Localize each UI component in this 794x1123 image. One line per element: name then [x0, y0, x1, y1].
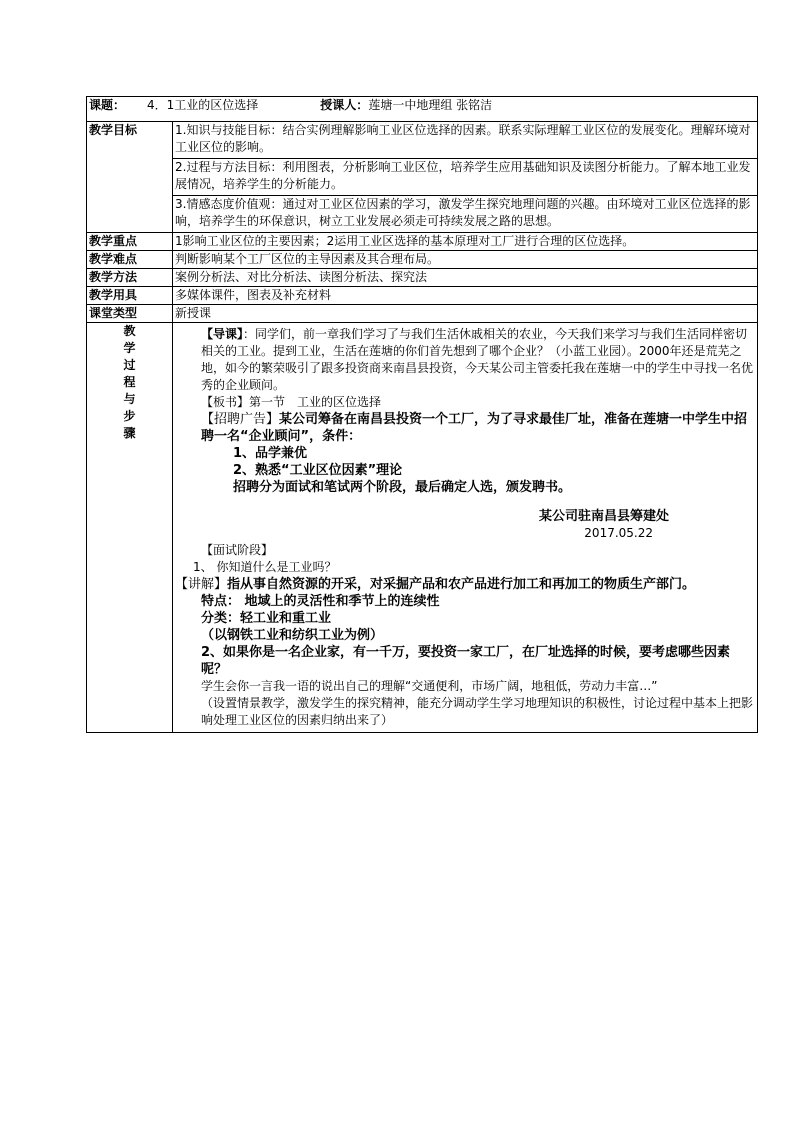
recruit-note: 招聘分为面试和笔试两个阶段，最后确定人选，颁发聘书。	[233, 480, 572, 495]
goal-attitude: 3.情感态度价值观：通过对工业区位因素的学习，激发学生探究地理问题的兴趣。由环境对工业区位选择的影响，培养学生的环保意识，树立工业发展必须走可持续发展之路的思想。	[173, 196, 758, 233]
recruit-text: 某公司筹备在南昌县投资一个工厂，为了寻求最佳厂址，准备在莲塘一中学生中招聘一名“企业顾问”，条件：	[201, 412, 748, 444]
condition-1: 1、品学兼优	[233, 446, 308, 461]
key-point-row	[87, 233, 758, 251]
process-label-char: 与	[123, 392, 136, 406]
board-text: 第一节 工业的区位选择	[249, 395, 382, 409]
goal-row-1	[87, 122, 758, 159]
class-type-content: 新授课	[173, 305, 758, 323]
date: 2017.05.22	[584, 526, 654, 540]
recruit-tag: 【招聘广告】	[201, 412, 280, 427]
signer: 某公司驻南昌县筹建处	[539, 509, 670, 524]
teacher-name: 莲塘一中地理组 张铭洁	[368, 98, 493, 112]
tools-content: 多媒体课件，图表及补充材料	[173, 287, 758, 305]
intro-tag: 【导课】	[201, 327, 244, 341]
method-content: 案例分析法、对比分析法、读图分析法、探究法	[173, 269, 758, 287]
explain-paragraph	[175, 576, 755, 593]
header-row	[87, 97, 758, 122]
board-tag: 【板书】	[201, 395, 250, 409]
process-label-char: 程	[123, 375, 136, 389]
explain-text: 指从事自然资源的开采，对采掘产品和农产品进行加工和再加工的物质生产部门。	[227, 577, 696, 592]
tools-label: 教学用具	[87, 287, 173, 305]
condition-2: 2、熟悉“工业区位因素”理论	[233, 463, 403, 478]
question-2: 2、如果你是一名企业家，有一千万，要投资一家工厂，在厂址选择的时候，要考虑哪些因素呢？	[201, 645, 731, 677]
industry-category: 分类：轻工业和重工业	[201, 611, 332, 626]
goal-row-3	[87, 196, 758, 233]
process-label-char: 教	[123, 324, 136, 338]
process-label-char: 过	[123, 358, 136, 372]
key-point-label: 教学重点	[87, 233, 173, 251]
industry-feature: 特点： 地域上的灵活性和季节上的连续性	[201, 594, 440, 609]
process-label-char: 学	[123, 341, 136, 355]
goals-label: 教学目标	[87, 122, 173, 233]
process-row	[87, 323, 758, 733]
question-1: 1、 你知道什么是工业吗？	[193, 560, 337, 574]
topic-label: 课题：	[89, 98, 126, 112]
process-label-char: 步	[123, 409, 136, 423]
intro-text: ：同学们，前一章我们学习了与我们生活休戚相关的农业，今天我们来学习与我们生活同样密切相关的工业。提到工业，生活在莲塘的你们首先想到了哪个企业？（小蓝工业园）。2000年还是荒芜之地，如今的繁荣吸引了跟多投资商来南昌县投资，今天某公司主管委托我在莲塘一中的学生中寻找一名优秀的企业顾问。	[201, 327, 754, 392]
class-type-row	[87, 305, 758, 323]
recruit-paragraph	[175, 411, 755, 445]
method-row	[87, 269, 758, 287]
industry-example: （以钢铁工业和纺织工业为例）	[201, 628, 384, 643]
lesson-plan-table	[86, 96, 758, 733]
process-content	[173, 323, 758, 733]
method-label: 教学方法	[87, 269, 173, 287]
interview-tag: 【面试阶段】	[201, 543, 274, 557]
explain-tag: 【讲解】	[175, 577, 228, 592]
header-cell	[87, 97, 758, 122]
process-label	[87, 323, 173, 733]
goal-process: 2.过程与方法目标：利用图表，分析影响工业区位，培养学生应用基础知识及读图分析能力。了解本地工业发展情况，培养学生的分析能力。	[173, 159, 758, 196]
difficulty-content: 判断影响某个工厂区位的主导因素及其合理布局。	[173, 251, 758, 269]
tools-row	[87, 287, 758, 305]
goal-row-2	[87, 159, 758, 196]
topic-title: 4．1工业的区位选择	[147, 98, 259, 112]
intro-paragraph	[175, 326, 755, 394]
board-line	[175, 394, 755, 411]
key-point-content: 1影响工业区位的主要因素；2运用工业区选择的基本原理对工厂进行合理的区位选择。	[173, 233, 758, 251]
class-type-label: 课堂类型	[87, 305, 173, 323]
goal-knowledge: 1.知识与技能目标：结合实例理解影响工业区位选择的因素。联系实际理解工业区位的发展变化。理解环境对工业区位的影响。	[173, 122, 758, 159]
difficulty-label: 教学难点	[87, 251, 173, 269]
lesson-plan-sheet	[86, 96, 757, 733]
student-answer: 学生会你一言我一语的说出自己的理解“交通便利，市场广阔，地租低，劳动力丰富…”	[201, 679, 658, 693]
design-note: （设置情景教学，激发学生的探究精神，能充分调动学生学习地理知识的积极性，讨论过程中基本上把影响处理工业区位的因素归纳出来了）	[201, 696, 754, 727]
teacher-label: 授课人：	[320, 98, 369, 112]
difficulty-row	[87, 251, 758, 269]
process-label-char: 骤	[123, 426, 136, 440]
